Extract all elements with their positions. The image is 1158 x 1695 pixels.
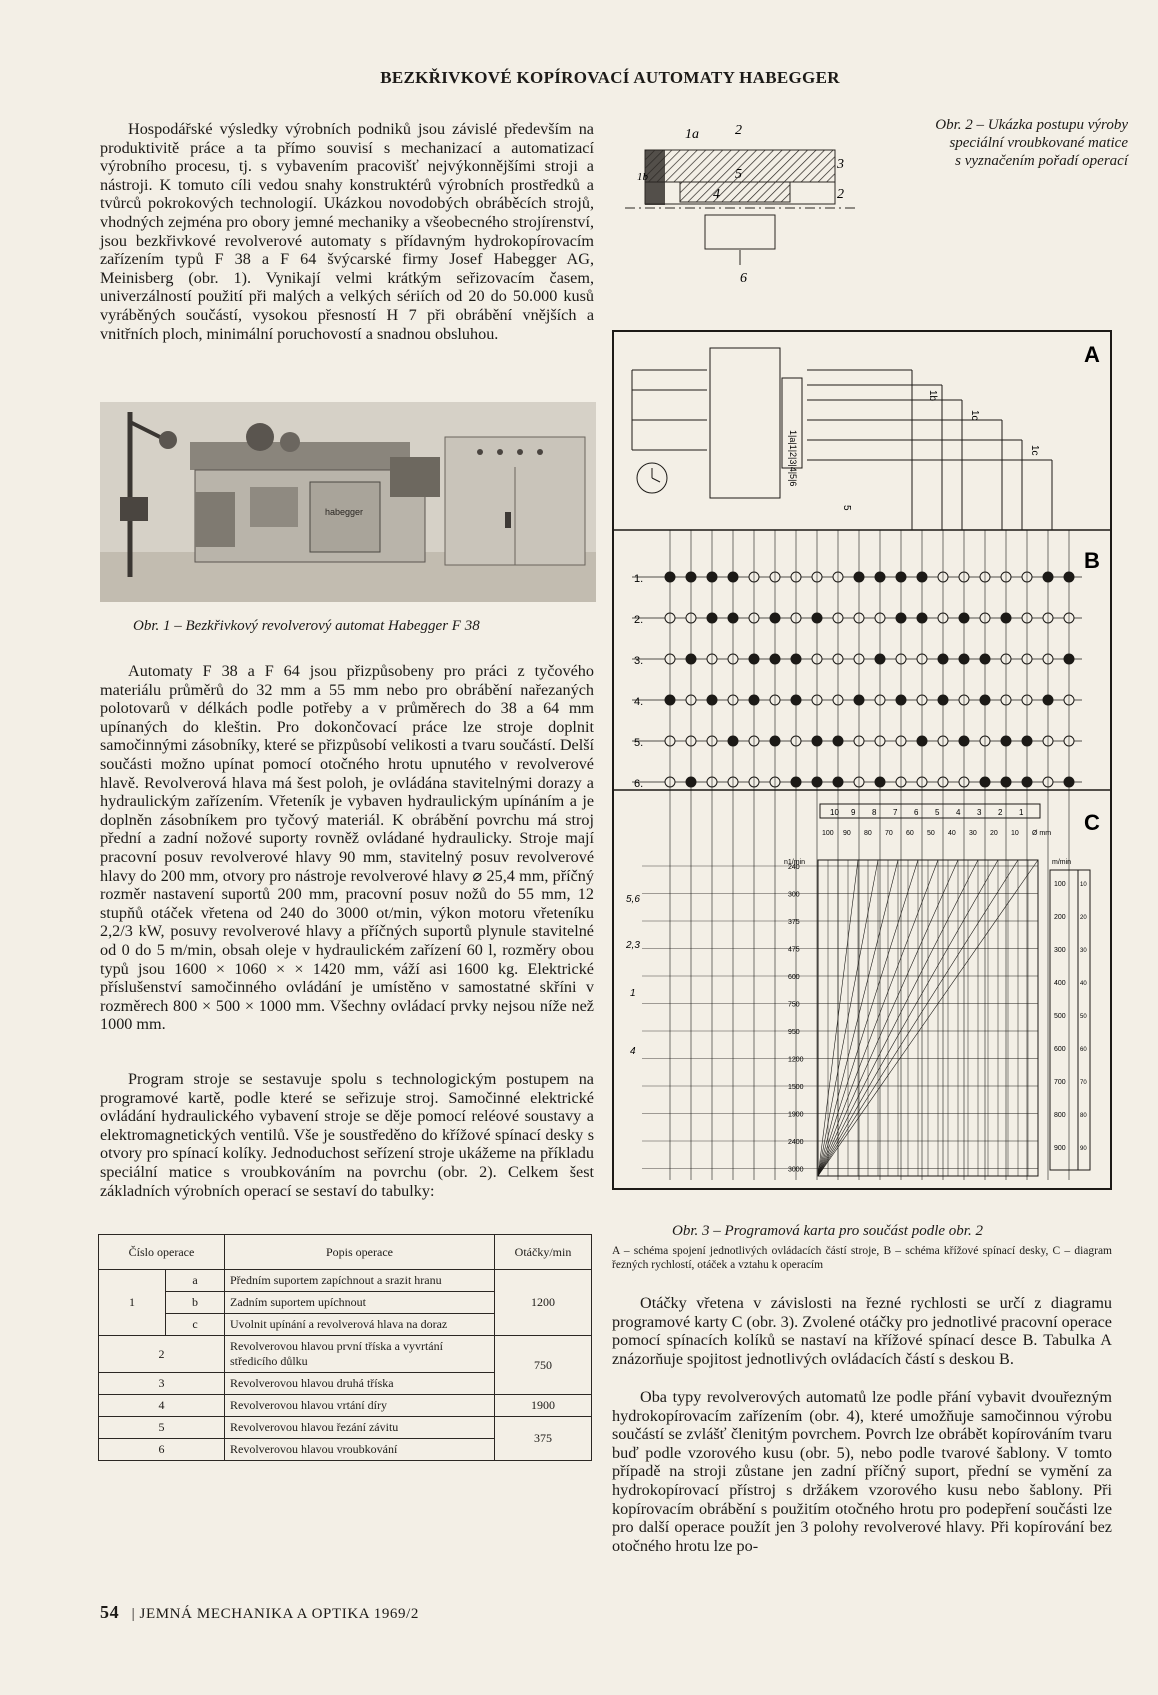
- op-sub: c: [166, 1314, 225, 1336]
- nut-section-drawing: [625, 120, 875, 285]
- speed-sub-label: 90: [1080, 1146, 1087, 1152]
- op-rpm: 1900: [495, 1395, 592, 1417]
- fig2-label-1b: 1b: [637, 171, 648, 183]
- diam-scale-label: 10: [830, 808, 839, 817]
- table-row: [99, 1417, 592, 1439]
- fig2-label-3: 3: [837, 157, 844, 172]
- panel-b-letter: B: [1084, 548, 1100, 573]
- diam-scale-label: 8: [872, 808, 877, 817]
- op-description: Zadním suportem upíchnout: [225, 1292, 495, 1314]
- speed-tick-label: 200: [1054, 914, 1066, 921]
- a-label-1b: 1b: [927, 390, 938, 402]
- diam-mm-label: 100: [822, 830, 834, 837]
- diam-scale-label: 1: [1019, 808, 1024, 817]
- op-description: Revolverovou hlavou řezání závitu: [225, 1417, 495, 1439]
- fig3-caption-title: Obr. 3 – Programová karta pro součást podle obr. 2: [672, 1223, 983, 1239]
- table-row: [99, 1395, 592, 1417]
- diam-scale-label: 9: [851, 808, 856, 817]
- table-row: [99, 1270, 592, 1292]
- right-paragraph-1: Otáčky vřetena v závislosti na řezné rychlosti se určí z diagramu programové karty C (obr. 3). Zvolené otáčky pro jednotlivé pracovní operace pomocí spínacích kolíků se nastaví na křížové spínací desce B. Tabulka A znázorňuje spojitost jednotlivých ovládacích částí s deskou B.: [612, 1294, 1112, 1368]
- rpm-tick-label: 2400: [788, 1139, 804, 1146]
- col-header-description: Popis operace: [225, 1235, 495, 1270]
- row-label-3: 3.: [634, 655, 644, 667]
- speed-tick-label: 100: [1054, 881, 1066, 888]
- col-header-number: Číslo operace: [99, 1235, 225, 1270]
- page-number: 54: [100, 1602, 120, 1622]
- a-label-1c-2: 1c: [1029, 445, 1040, 456]
- rpm-tick-label: 1900: [788, 1111, 804, 1119]
- diam-mm-label: 60: [906, 830, 914, 837]
- op-number: 2: [99, 1336, 225, 1373]
- fig2-caption-line-3: s vyznačením pořadí operací: [955, 153, 1128, 169]
- diam-scale-label: 4: [956, 808, 961, 817]
- diam-scale-label: 5: [935, 808, 940, 817]
- diam-scale-label: 2: [998, 808, 1003, 817]
- speed-unit: m/min: [1052, 859, 1072, 866]
- op-mark-2-3: 2,3: [626, 940, 640, 951]
- body-paragraph-2: Program stroje se sestavuje spolu s technologickým postupem na programové kartě, podle které se seřizuje stroj. Samočinné elektrické ovládání hydraulického vybavení stroje se děje pomocí reléové soustavy a elektromagnetických ventilů. Vše je soustředěno do křížové spínací desky s otvory pro spínací kolíky. Jednoduchost seřízení stroje ukážeme na příkladu speciální matice s vroubkováním na povrchu (obr. 2). Celkem šest základních výrobních operací se sestaví do tabulky:: [100, 1070, 594, 1200]
- diam-scale-label: 7: [893, 808, 898, 817]
- fig2-label-2: 2: [735, 123, 742, 138]
- speed-tick-label: 500: [1054, 1013, 1066, 1020]
- col-header-rpm: Otáčky/min: [495, 1235, 592, 1270]
- fig2-label-6: 6: [740, 271, 747, 285]
- program-card-diagram: [612, 330, 1112, 1190]
- op-description: Uvolnit upínání a revolverová hlava na doraz: [225, 1314, 495, 1336]
- rpm-unit: n1/min: [784, 859, 806, 866]
- op-description: Předním suportem zapíchnout a srazit hranu: [225, 1270, 495, 1292]
- diam-mm-label: 40: [948, 830, 956, 837]
- switch-pin-grid: [632, 530, 1082, 1180]
- fig2-label-1a: 1a: [685, 127, 699, 142]
- fig2-caption: [878, 116, 1128, 170]
- diam-mm-label: Ø mm: [1032, 830, 1052, 837]
- a-label-1c: 1c: [969, 410, 980, 421]
- op-description: Revolverovou hlavou vroubkování: [225, 1439, 495, 1461]
- speed-sub-label: 80: [1080, 1113, 1087, 1119]
- fig2-label-4: 4: [713, 187, 720, 202]
- speed-axis-labels: [1054, 881, 1087, 1152]
- fig2-label-2b: 2: [837, 187, 844, 202]
- diam-mm-label: 70: [885, 830, 893, 837]
- diam-mm-label: 10: [1011, 830, 1019, 837]
- rpm-tick-label: 475: [788, 946, 800, 954]
- op-rpm: 750: [495, 1336, 592, 1395]
- speed-tick-label: 600: [1054, 1046, 1066, 1053]
- page-footer: [100, 1602, 419, 1623]
- op-sub: a: [166, 1270, 225, 1292]
- diam-mm-label: 20: [990, 830, 998, 837]
- row-label-1: 1.: [634, 573, 644, 585]
- footer-separator: |: [131, 1606, 136, 1622]
- diameter-mm-scale: [822, 830, 1051, 837]
- rpm-tick-label: 1500: [788, 1084, 804, 1091]
- diam-mm-label: 50: [927, 830, 935, 837]
- diam-mm-label: 80: [864, 830, 872, 837]
- row-label-2: 2.: [634, 614, 644, 626]
- speed-sub-label: 70: [1080, 1080, 1087, 1086]
- a-label-1a-6: 1|a|1|2|3|4|5|6: [788, 430, 798, 487]
- speed-sub-label: 20: [1080, 915, 1087, 921]
- speed-tick-label: 800: [1054, 1112, 1066, 1119]
- panel-a-letter: A: [1084, 342, 1100, 367]
- machine-illustration: [100, 402, 596, 602]
- op-rpm: 1200: [495, 1270, 592, 1336]
- rpm-tick-label: 375: [788, 919, 800, 926]
- table-row: [99, 1336, 592, 1373]
- op-number: 6: [99, 1439, 225, 1461]
- op-description: Revolverovou hlavou druhá tříska: [225, 1373, 495, 1395]
- speed-sub-label: 40: [1080, 981, 1087, 987]
- op-mark-5-6: 5,6: [626, 894, 640, 905]
- op-number: 1: [99, 1270, 166, 1336]
- diam-scale-label: 3: [977, 808, 982, 817]
- row-label-5: 5.: [634, 737, 644, 749]
- op-mark-1: 1: [630, 988, 636, 999]
- operations-table: [98, 1234, 592, 1461]
- op-description: Revolverovou hlavou první tříska a vyvrtání středicího důlku: [225, 1336, 495, 1373]
- rpm-tick-label: 750: [788, 1001, 800, 1009]
- op-number: 5: [99, 1417, 225, 1439]
- op-number: 3: [99, 1373, 225, 1395]
- intro-paragraph: Hospodářské výsledky výrobních podniků jsou závislé především na produktivitě práce a ta přímo souvisí s mechanizací a automatizací výrobního procesu, tj. s vybavením pracovišť nejvýkonnějšími stroji a nástroji. K tomuto cíli vedou snahy konstruktérů výrobních prostředků a tvůrců pokrokových technologií. Ukázkou novodobých obráběcích strojů, vhodných zejména pro obory jemné mechaniky a všeobecného strojírenství, jsou bezkřivkové revolverové automaty s přídavným hydrokopírovacím zařízením typů F 38 a F 64 švýcarské firmy Josef Habegger AG, Meinisberg (obr. 1). Vynikají velmi krátkým seřizovacím časem, univerzálností použití při malých a velkých sériích od 20 do 50.000 kusů vyráběných součástí, vysokou přesností H 7 při obrábění vnějších a vnitřních ploch, minimální poruchovostí a snadnou obsluhou.: [100, 120, 594, 343]
- a-label-5: 5: [841, 505, 852, 511]
- speed-sub-label: 10: [1080, 882, 1087, 888]
- fig3-caption-text: A – schéma spojení jednotlivých ovládacích částí stroje, B – schéma křížové spínací desky, C – diagram řezných rychlostí, otáček a vztahu k operacím: [612, 1245, 1112, 1271]
- diam-mm-label: 90: [843, 830, 851, 837]
- article-title: BEZKŘIVKOVÉ KOPÍROVACÍ AUTOMATY HABEGGER: [380, 68, 840, 87]
- op-mark-4: 4: [630, 1046, 636, 1057]
- rpm-tick-label: 3000: [788, 1166, 804, 1174]
- row-label-6: 6.: [634, 778, 644, 790]
- panel-c-letter: C: [1084, 810, 1100, 835]
- body-paragraph-1: Automaty F 38 a F 64 jsou přizpůsobeny pro práci z tyčového materiálu průměrů do 32 mm a 55 mm nebo pro obrábění nařezaných polotovarů v délkách podle potřeby a v průměrech do 38 a 64 mm upínaných do kleštin. Pro dokončovací práce lze stroje doplnit samočinnými zásobníky, které se přizpůsobí velikosti a tvaru součástí. Delší součásti možno upínat pomocí otočného hrotu upnutého v revolverové hlavě. Revolverová hlava má šest poloh, je ovládána stavitelnými dorazy a hydraulickým zařízením. Vřeteník je vybaven hydraulickým upínáním a je doplněn zásobníkem pro tyčový materiál. K obrábění povrchu má stroj přední a zadní nožové suporty rovněž ovládané hydraulicky. Stroje mají pracovní posuv revolverové hlavy 90 mm, stavitelný posuv revolverové hlavy do 200 mm, otvory pro nástroje revolverové hlavy ⌀ 25,4 mm, příčný rozměr nastavení suportů 200 mm, pracovní posuv nožů do 55 mm, 12 stupňů otáček vřetena od 240 do 3000 ot/min, výkon motoru vřeteníku 2,2/3 kW, posuvy revolverové hlavy a příčných suportů plynule stavitelné od 0 do 5 m/min, obsah oleje v hydraulickém zařízení 60 l, rozměry obou typů jsou 1600 × 1060 × × 1420 mm, váží asi 1600 kg. Elektrické příslušenství samočinného ovládání je umístěno v samostatné skříni v rozměrech 800 × 500 × 1000 mm. Všechny ovládací prvky nejsou níže než 1000 mm.: [100, 662, 594, 1034]
- journal-name: JEMNÁ MECHANIKA A OPTIKA 1969/2: [139, 1606, 419, 1622]
- brand-label: habegger: [325, 507, 364, 517]
- op-sub: b: [166, 1292, 225, 1314]
- speed-sub-label: 60: [1080, 1047, 1087, 1053]
- rpm-tick-label: 300: [788, 891, 800, 899]
- op-number: 4: [99, 1395, 225, 1417]
- table-header-row: [99, 1235, 592, 1270]
- speed-sub-label: 50: [1080, 1014, 1087, 1020]
- diam-scale-label: 6: [914, 808, 919, 817]
- rpm-tick-label: 1200: [788, 1056, 804, 1064]
- machine-photo: [100, 402, 596, 602]
- rpm-tick-label: 600: [788, 974, 800, 981]
- cutting-speed-grid: [642, 860, 1038, 1176]
- speed-tick-label: 700: [1054, 1079, 1066, 1086]
- fig2-caption-line-1: Obr. 2 – Ukázka postupu výroby: [935, 117, 1128, 133]
- speed-tick-label: 400: [1054, 980, 1066, 987]
- rpm-tick-label: 240: [788, 864, 800, 871]
- rpm-tick-label: 950: [788, 1029, 800, 1036]
- right-paragraph-2: Oba typy revolverových automatů lze podle přání vybavit dvouřezným hydrokopírovacím zařízením (obr. 4), které umožňuje samočinnou výrobu součástí se zvlášť členitým povrchem. Povrch lze obrábět kopírováním tvaru buď podle vzorového kusu (obr. 5), nebo podle tvarové šablony. V tomto případě na stroji zůstane jen zadní příčný suport, přední se vymění za hydrokopírovací přístroj s držákem vzorového kusu nebo šablony. Při kopírovacím obrábění s použitím otočného hrotu pro podepření součásti lze pro další operace použít jen 3 polohy revolverové hlavy. Při kopírování bez otočného hrotu lze po-: [612, 1388, 1112, 1555]
- speed-sub-label: 30: [1080, 948, 1087, 954]
- op-rpm: 375: [495, 1417, 592, 1461]
- fig1-caption: Obr. 1 – Bezkřivkový revolverový automat Habegger F 38: [133, 618, 480, 634]
- row-label-4: 4.: [634, 696, 644, 708]
- speed-tick-label: 300: [1054, 947, 1066, 954]
- diam-mm-label: 30: [969, 830, 977, 837]
- speed-tick-label: 900: [1054, 1145, 1066, 1152]
- fig2-label-5: 5: [735, 167, 742, 182]
- op-description: Revolverovou hlavou vrtání díry: [225, 1395, 495, 1417]
- fig2-caption-line-2: speciální vroubkované matice: [949, 135, 1128, 151]
